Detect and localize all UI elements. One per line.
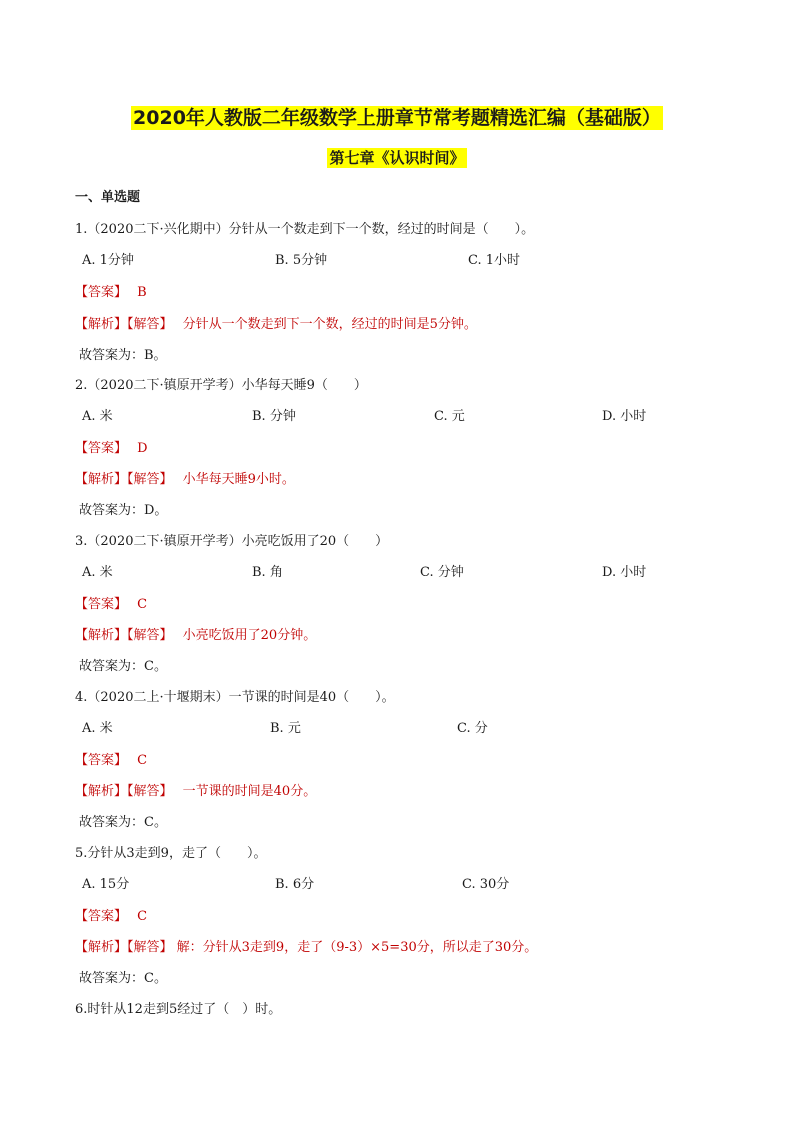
chapter-title-wrap	[0, 147, 794, 168]
answer-label: 【答案】	[75, 597, 128, 612]
question-1-analysis: 分针从一个数走到下一个数，经过的时间是5分钟。	[182, 317, 477, 332]
question-6-stem: 6.时针从12走到5经过了（ ）时。	[75, 1002, 282, 1017]
question-3-answer: C	[137, 597, 148, 612]
question-4-stem: 4.（2020二上·十堰期末）一节课的时间是40（ ）。	[75, 690, 395, 705]
question-3-analysis: 小亮吃饭用了20分钟。	[182, 628, 317, 643]
question-2-analysis: 小华每天睡9小时。	[182, 472, 295, 487]
question-5-option-b: B. 6分	[275, 877, 315, 892]
question-5-option-c: C. 30分	[462, 877, 510, 892]
document-title-wrap	[0, 103, 794, 130]
question-1-answer: B	[137, 285, 147, 300]
question-5-analysis: 解：分针从3走到9，走了（9-3）×5=30分，所以走了30分。	[176, 940, 538, 955]
question-5-analysis-row	[75, 936, 537, 955]
question-2-conclusion: 故答案为：D。	[79, 503, 168, 518]
question-4-option-a: A. 米	[82, 721, 113, 736]
question-2-option-c: C. 元	[434, 409, 465, 424]
analysis-label: 【解析】【解答】	[75, 940, 173, 955]
question-2-analysis-row	[75, 468, 295, 487]
question-1-conclusion: 故答案为：B。	[79, 348, 167, 363]
question-3-stem: 3.（2020二下·镇原开学考）小亮吃饭用了20（ ）	[75, 534, 389, 549]
question-2-answer: D	[137, 441, 148, 456]
analysis-label: 【解析】【解答】	[75, 628, 173, 643]
question-5-option-a: A. 15分	[82, 877, 130, 892]
question-2-stem: 2.（2020二下·镇原开学考）小华每天睡9（ ）	[75, 378, 367, 393]
answer-label: 【答案】	[75, 909, 128, 924]
question-2-option-b: B. 分钟	[252, 409, 296, 424]
question-4-answer: C	[137, 753, 148, 768]
question-4-answer-row	[75, 749, 147, 768]
answer-label: 【答案】	[75, 753, 128, 768]
question-1-answer-row	[75, 281, 147, 300]
question-5-answer: C	[137, 909, 148, 924]
analysis-label: 【解析】【解答】	[75, 784, 173, 799]
question-3-analysis-row	[75, 624, 316, 643]
question-4-conclusion: 故答案为：C。	[79, 815, 167, 830]
question-1-option-b: B. 5分钟	[275, 253, 328, 268]
question-1-analysis-row	[75, 313, 477, 332]
answer-label: 【答案】	[75, 441, 128, 456]
question-4-analysis-row	[75, 780, 316, 799]
question-2-answer-row	[75, 437, 148, 456]
document-title: 2020年人教版二年级数学上册章节常考题精选汇编（基础版）	[133, 107, 661, 129]
section-heading: 一、单选题	[75, 190, 141, 205]
question-4-analysis: 一节课的时间是40分。	[182, 784, 317, 799]
chapter-title: 第七章《认识时间》	[329, 149, 465, 167]
question-2-option-a: A. 米	[82, 409, 113, 424]
question-3-option-d: D. 小时	[602, 565, 647, 580]
question-4-option-b: B. 元	[270, 721, 301, 736]
question-3-conclusion: 故答案为：C。	[79, 659, 167, 674]
answer-label: 【答案】	[75, 285, 128, 300]
question-5-answer-row	[75, 905, 147, 924]
analysis-label: 【解析】【解答】	[75, 317, 173, 332]
question-3-answer-row	[75, 593, 147, 612]
analysis-label: 【解析】【解答】	[75, 472, 173, 487]
question-3-option-b: B. 角	[252, 565, 283, 580]
question-1-option-c: C. 1小时	[468, 253, 521, 268]
question-5-conclusion: 故答案为：C。	[79, 971, 167, 986]
question-4-option-c: C. 分	[457, 721, 488, 736]
question-3-option-a: A. 米	[82, 565, 113, 580]
question-3-option-c: C. 分钟	[420, 565, 464, 580]
question-1-option-a: A. 1分钟	[82, 253, 134, 268]
question-2-option-d: D. 小时	[602, 409, 647, 424]
question-1-stem: 1.（2020二下·兴化期中）分针从一个数走到下一个数，经过的时间是（ ）。	[75, 222, 535, 237]
question-5-stem: 5.分针从3走到9，走了（ ）。	[75, 846, 267, 861]
